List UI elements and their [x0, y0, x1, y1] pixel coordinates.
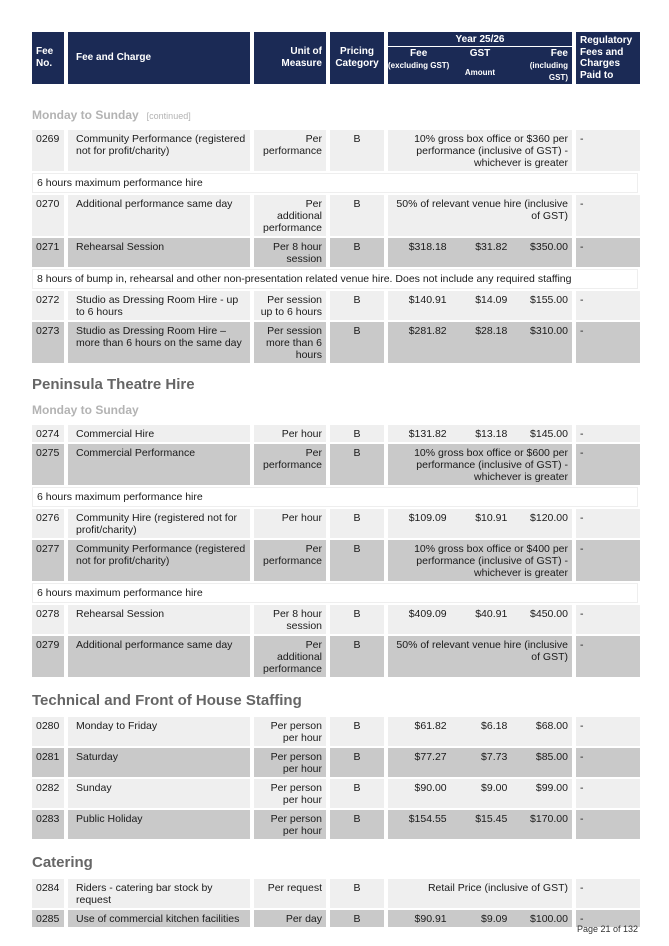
- fee-values: [388, 509, 572, 538]
- pricing-category: B: [330, 291, 384, 320]
- fee-excl-gst: $154.55: [408, 813, 447, 825]
- fee-number: 0281: [32, 748, 64, 777]
- table-row: [32, 322, 638, 363]
- unit-of-measure: Per day: [254, 910, 326, 927]
- header-year: Year 25/26: [388, 32, 572, 47]
- fee-number: 0270: [32, 195, 64, 236]
- regulatory-paid-to: -: [576, 130, 640, 171]
- fee-values: [388, 322, 572, 363]
- fee-number: 0271: [32, 238, 64, 267]
- fee-description: 10% gross box office or $360 per performance (inclusive of GST) - whichever is greater: [388, 130, 572, 171]
- pricing-category: B: [330, 779, 384, 808]
- fee-name: Riders - catering bar stock by request: [68, 879, 250, 908]
- row-note: 6 hours maximum performance hire: [32, 173, 638, 193]
- fee-description: 10% gross box office or $600 per performance (inclusive of GST) - whichever is greater: [388, 444, 572, 485]
- table-row: [32, 879, 638, 908]
- fee-excl-gst: $131.82: [408, 428, 447, 440]
- pricing-category: B: [330, 879, 384, 908]
- fee-number: 0276: [32, 509, 64, 538]
- regulatory-paid-to: -: [576, 322, 640, 363]
- fee-schedule-page: [32, 32, 638, 929]
- regulatory-paid-to: -: [576, 810, 640, 839]
- header-pricing: Pricing Category: [330, 32, 384, 84]
- fee-values: [388, 605, 572, 634]
- fee-incl-gst: $100.00: [530, 913, 568, 925]
- fee-number: 0282: [32, 779, 64, 808]
- fee-name: Commercial Performance: [68, 444, 250, 485]
- fee-excl-gst: $77.27: [414, 751, 447, 763]
- fee-number: 0269: [32, 130, 64, 171]
- fee-incl-gst: $310.00: [530, 325, 568, 337]
- gst-amount: $6.18: [481, 720, 508, 732]
- fee-name: Additional performance same day: [68, 195, 250, 236]
- fee-incl-gst: $155.00: [530, 294, 568, 306]
- header-unit: Unit of Measure: [254, 32, 326, 84]
- fee-incl-gst: $99.00: [535, 782, 568, 794]
- gst-amount: $28.18: [475, 325, 508, 337]
- pricing-category: B: [330, 540, 384, 581]
- gst-amount: $7.73: [481, 751, 508, 763]
- fee-incl-gst: $68.00: [535, 720, 568, 732]
- fee-name: Studio as Dressing Room Hire - up to 6 hours: [68, 291, 250, 320]
- fee-values: [388, 779, 572, 808]
- fee-description: 50% of relevant venue hire (inclusive of GST): [388, 195, 572, 236]
- fee-number: 0283: [32, 810, 64, 839]
- regulatory-paid-to: -: [576, 910, 640, 927]
- table-row: [32, 509, 638, 538]
- unit-of-measure: Per person per hour: [254, 810, 326, 839]
- pricing-category: B: [330, 322, 384, 363]
- table-row: [32, 717, 638, 746]
- table-row: [32, 444, 638, 485]
- fee-number: 0279: [32, 636, 64, 677]
- row-note: 6 hours maximum performance hire: [32, 583, 638, 603]
- table-row: [32, 130, 638, 171]
- fee-values: [388, 717, 572, 746]
- regulatory-paid-to: -: [576, 444, 640, 485]
- unit-of-measure: Per person per hour: [254, 779, 326, 808]
- table-row: [32, 605, 638, 634]
- pricing-category: B: [330, 444, 384, 485]
- regulatory-paid-to: -: [576, 509, 640, 538]
- table-row: [32, 636, 638, 677]
- fee-name: Rehearsal Session: [68, 238, 250, 267]
- pricing-category: B: [330, 810, 384, 839]
- section-title: Technical and Front of House Staffing: [32, 692, 302, 709]
- header-fee-no: Fee No.: [32, 32, 64, 84]
- table-row: [32, 291, 638, 320]
- section-subtitle-text: Monday to Sunday: [32, 108, 139, 122]
- table-row: [32, 238, 638, 267]
- header-fee-excl: Fee (excluding GST): [388, 48, 450, 70]
- regulatory-paid-to: -: [576, 540, 640, 581]
- continued-label: [continued]: [146, 111, 191, 121]
- fee-number: 0273: [32, 322, 64, 363]
- fee-excl-gst: $90.91: [414, 913, 447, 925]
- pricing-category: B: [330, 425, 384, 442]
- unit-of-measure: Per hour: [254, 509, 326, 538]
- fee-excl-gst: $61.82: [414, 720, 447, 732]
- gst-amount: $14.09: [475, 294, 508, 306]
- row-group: [32, 130, 638, 363]
- table-body: [32, 106, 638, 927]
- gst-amount: $13.18: [475, 428, 508, 440]
- unit-of-measure: Per performance: [254, 444, 326, 485]
- unit-of-measure: Per additional performance: [254, 195, 326, 236]
- fee-incl-gst: $120.00: [530, 512, 568, 524]
- table-row: [32, 195, 638, 236]
- fee-incl-gst: $450.00: [530, 608, 568, 620]
- pricing-category: B: [330, 195, 384, 236]
- unit-of-measure: Per 8 hour session: [254, 605, 326, 634]
- fee-excl-gst: $409.09: [408, 608, 447, 620]
- table-header: [32, 32, 638, 84]
- table-row: [32, 779, 638, 808]
- fee-excl-gst: $281.82: [408, 325, 447, 337]
- regulatory-paid-to: -: [576, 425, 640, 442]
- fee-name: Public Holiday: [68, 810, 250, 839]
- fee-name: Saturday: [68, 748, 250, 777]
- fee-excl-gst: $318.18: [408, 241, 447, 253]
- table-row: [32, 540, 638, 581]
- fee-number: 0280: [32, 717, 64, 746]
- gst-amount: $31.82: [475, 241, 508, 253]
- regulatory-paid-to: -: [576, 195, 640, 236]
- fee-incl-gst: $85.00: [535, 751, 568, 763]
- pricing-category: B: [330, 509, 384, 538]
- header-fee-charge: Fee and Charge: [68, 32, 250, 84]
- gst-amount: $9.09: [481, 913, 508, 925]
- fee-number: 0274: [32, 425, 64, 442]
- section-title: Peninsula Theatre Hire: [32, 376, 195, 393]
- header-year-group: [388, 32, 572, 84]
- fee-number: 0277: [32, 540, 64, 581]
- fee-number: 0278: [32, 605, 64, 634]
- section-subtitle: Monday to Sunday: [32, 403, 139, 417]
- gst-amount: $40.91: [475, 608, 508, 620]
- table-row: [32, 810, 638, 839]
- unit-of-measure: Per performance: [254, 130, 326, 171]
- gst-amount: $9.00: [481, 782, 508, 794]
- fee-name: Community Hire (registered not for profit/charity): [68, 509, 250, 538]
- pricing-category: B: [330, 238, 384, 267]
- pricing-category: B: [330, 748, 384, 777]
- fee-name: Additional performance same day: [68, 636, 250, 677]
- fee-name: Use of commercial kitchen facilities: [68, 910, 250, 927]
- fee-values: [388, 238, 572, 267]
- pricing-category: B: [330, 605, 384, 634]
- fee-values: [388, 910, 572, 927]
- fee-incl-gst: $145.00: [530, 428, 568, 440]
- fee-name: Commercial Hire: [68, 425, 250, 442]
- unit-of-measure: Per hour: [254, 425, 326, 442]
- fee-name: Community Performance (registered not for profit/charity): [68, 130, 250, 171]
- fee-description: 10% gross box office or $400 per performance (inclusive of GST) - whichever is greater: [388, 540, 572, 581]
- table-row: [32, 425, 638, 442]
- table-row: [32, 910, 638, 927]
- fee-name: Studio as Dressing Room Hire – more than 6 hours on the same day: [68, 322, 250, 363]
- regulatory-paid-to: -: [576, 291, 640, 320]
- unit-of-measure: Per additional performance: [254, 636, 326, 677]
- fee-incl-gst: $350.00: [530, 241, 568, 253]
- fee-excl-gst: $140.91: [408, 294, 447, 306]
- fee-values: [388, 810, 572, 839]
- pricing-category: B: [330, 910, 384, 927]
- unit-of-measure: Per performance: [254, 540, 326, 581]
- fee-incl-gst: $170.00: [530, 813, 568, 825]
- section-subtitle: [32, 106, 638, 124]
- regulatory-paid-to: -: [576, 879, 640, 908]
- regulatory-paid-to: -: [576, 717, 640, 746]
- regulatory-paid-to: -: [576, 779, 640, 808]
- regulatory-paid-to: -: [576, 605, 640, 634]
- regulatory-paid-to: -: [576, 636, 640, 677]
- fee-values: [388, 425, 572, 442]
- fee-values: [388, 748, 572, 777]
- gst-amount: $10.91: [475, 512, 508, 524]
- fee-description: Retail Price (inclusive of GST): [388, 879, 572, 908]
- unit-of-measure: Per person per hour: [254, 717, 326, 746]
- fee-name: Sunday: [68, 779, 250, 808]
- fee-number: 0284: [32, 879, 64, 908]
- page-number: Page 21 of 132: [576, 924, 638, 934]
- row-group: [32, 879, 638, 927]
- fee-values: [388, 291, 572, 320]
- fee-excl-gst: $109.09: [408, 512, 447, 524]
- fee-name: Rehearsal Session: [68, 605, 250, 634]
- pricing-category: B: [330, 130, 384, 171]
- fee-excl-gst: $90.00: [414, 782, 447, 794]
- unit-of-measure: Per request: [254, 879, 326, 908]
- fee-number: 0275: [32, 444, 64, 485]
- row-note: 6 hours maximum performance hire: [32, 487, 638, 507]
- row-group: [32, 425, 638, 677]
- header-fee-incl: Fee (including GST): [529, 48, 568, 82]
- pricing-category: B: [330, 636, 384, 677]
- row-note: 8 hours of bump in, rehearsal and other non-presentation related venue hire. Does not include any required staffing: [32, 269, 638, 289]
- unit-of-measure: Per person per hour: [254, 748, 326, 777]
- fee-name: Monday to Friday: [68, 717, 250, 746]
- fee-number: 0272: [32, 291, 64, 320]
- pricing-category: B: [330, 717, 384, 746]
- regulatory-paid-to: -: [576, 748, 640, 777]
- unit-of-measure: Per session more than 6 hours: [254, 322, 326, 363]
- row-group: [32, 717, 638, 839]
- section-title: Catering: [32, 854, 93, 871]
- unit-of-measure: Per 8 hour session: [254, 238, 326, 267]
- fee-name: Community Performance (registered not for profit/charity): [68, 540, 250, 581]
- fee-number: 0285: [32, 910, 64, 927]
- header-regulatory: Regulatory Fees and Charges Paid to: [576, 32, 640, 84]
- table-row: [32, 748, 638, 777]
- unit-of-measure: Per session up to 6 hours: [254, 291, 326, 320]
- regulatory-paid-to: -: [576, 238, 640, 267]
- gst-amount: $15.45: [475, 813, 508, 825]
- fee-description: 50% of relevant venue hire (inclusive of GST): [388, 636, 572, 677]
- header-gst: GST Amount: [464, 48, 496, 77]
